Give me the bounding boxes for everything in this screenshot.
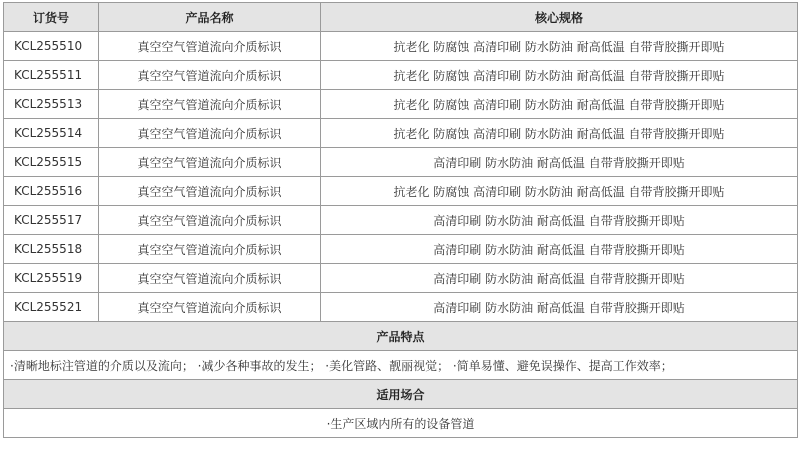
product-name-cell: 真空空气管道流向介质标识 [99,61,321,90]
product-name-cell: 真空空气管道流向介质标识 [99,90,321,119]
table-row [4,264,798,293]
table-row [4,61,798,90]
product-name-cell: 真空空气管道流向介质标识 [99,177,321,206]
table-row [4,235,798,264]
product-name-cell: 真空空气管道流向介质标识 [99,264,321,293]
product-name-cell: 真空空气管道流向介质标识 [99,293,321,322]
table-row [4,90,798,119]
order-no-cell: KCL255517 [4,206,99,235]
order-no-cell: KCL255516 [4,177,99,206]
usage-heading: 适用场合 [4,380,798,409]
usage-text: ·生产区域内所有的设备管道 [4,409,798,438]
core-spec-cell: 抗老化 防腐蚀 高清印刷 防水防油 耐高低温 自带背胶撕开即贴 [321,90,798,119]
header-core-spec: 核心规格 [321,3,798,32]
product-name-cell: 真空空气管道流向介质标识 [99,119,321,148]
order-no-cell: KCL255518 [4,235,99,264]
product-name-cell: 真空空气管道流向介质标识 [99,206,321,235]
order-no-cell: KCL255510 [4,32,99,61]
table-header-row [4,3,798,32]
core-spec-cell: 高清印刷 防水防油 耐高低温 自带背胶撕开即贴 [321,148,798,177]
order-no-cell: KCL255515 [4,148,99,177]
core-spec-cell: 高清印刷 防水防油 耐高低温 自带背胶撕开即贴 [321,264,798,293]
order-no-cell: KCL255514 [4,119,99,148]
table-row [4,206,798,235]
header-product-name: 产品名称 [99,3,321,32]
core-spec-cell: 高清印刷 防水防油 耐高低温 自带背胶撕开即贴 [321,293,798,322]
core-spec-cell: 抗老化 防腐蚀 高清印刷 防水防油 耐高低温 自带背胶撕开即贴 [321,119,798,148]
core-spec-cell: 高清印刷 防水防油 耐高低温 自带背胶撕开即贴 [321,206,798,235]
table-row [4,148,798,177]
features-heading: 产品特点 [4,322,798,351]
order-no-cell: KCL255511 [4,61,99,90]
core-spec-cell: 高清印刷 防水防油 耐高低温 自带背胶撕开即贴 [321,235,798,264]
core-spec-cell: 抗老化 防腐蚀 高清印刷 防水防油 耐高低温 自带背胶撕开即贴 [321,61,798,90]
usage-heading-row [4,380,798,409]
product-name-cell: 真空空气管道流向介质标识 [99,148,321,177]
features-text-row [4,351,798,380]
features-text: ·清晰地标注管道的介质以及流向； ·减少各种事故的发生； ·美化管路、靓丽视觉； ·简单易懂、避免误操作、提高工作效率； [4,351,798,380]
features-heading-row [4,322,798,351]
product-name-cell: 真空空气管道流向介质标识 [99,235,321,264]
order-no-cell: KCL255521 [4,293,99,322]
usage-text-row [4,409,798,438]
table-row [4,32,798,61]
core-spec-cell: 抗老化 防腐蚀 高清印刷 防水防油 耐高低温 自带背胶撕开即贴 [321,32,798,61]
core-spec-cell: 抗老化 防腐蚀 高清印刷 防水防油 耐高低温 自带背胶撕开即贴 [321,177,798,206]
product-spec-table [3,2,798,438]
table-row [4,293,798,322]
table-row [4,119,798,148]
table-row [4,177,798,206]
order-no-cell: KCL255513 [4,90,99,119]
header-order-no: 订货号 [4,3,99,32]
order-no-cell: KCL255519 [4,264,99,293]
product-name-cell: 真空空气管道流向介质标识 [99,32,321,61]
